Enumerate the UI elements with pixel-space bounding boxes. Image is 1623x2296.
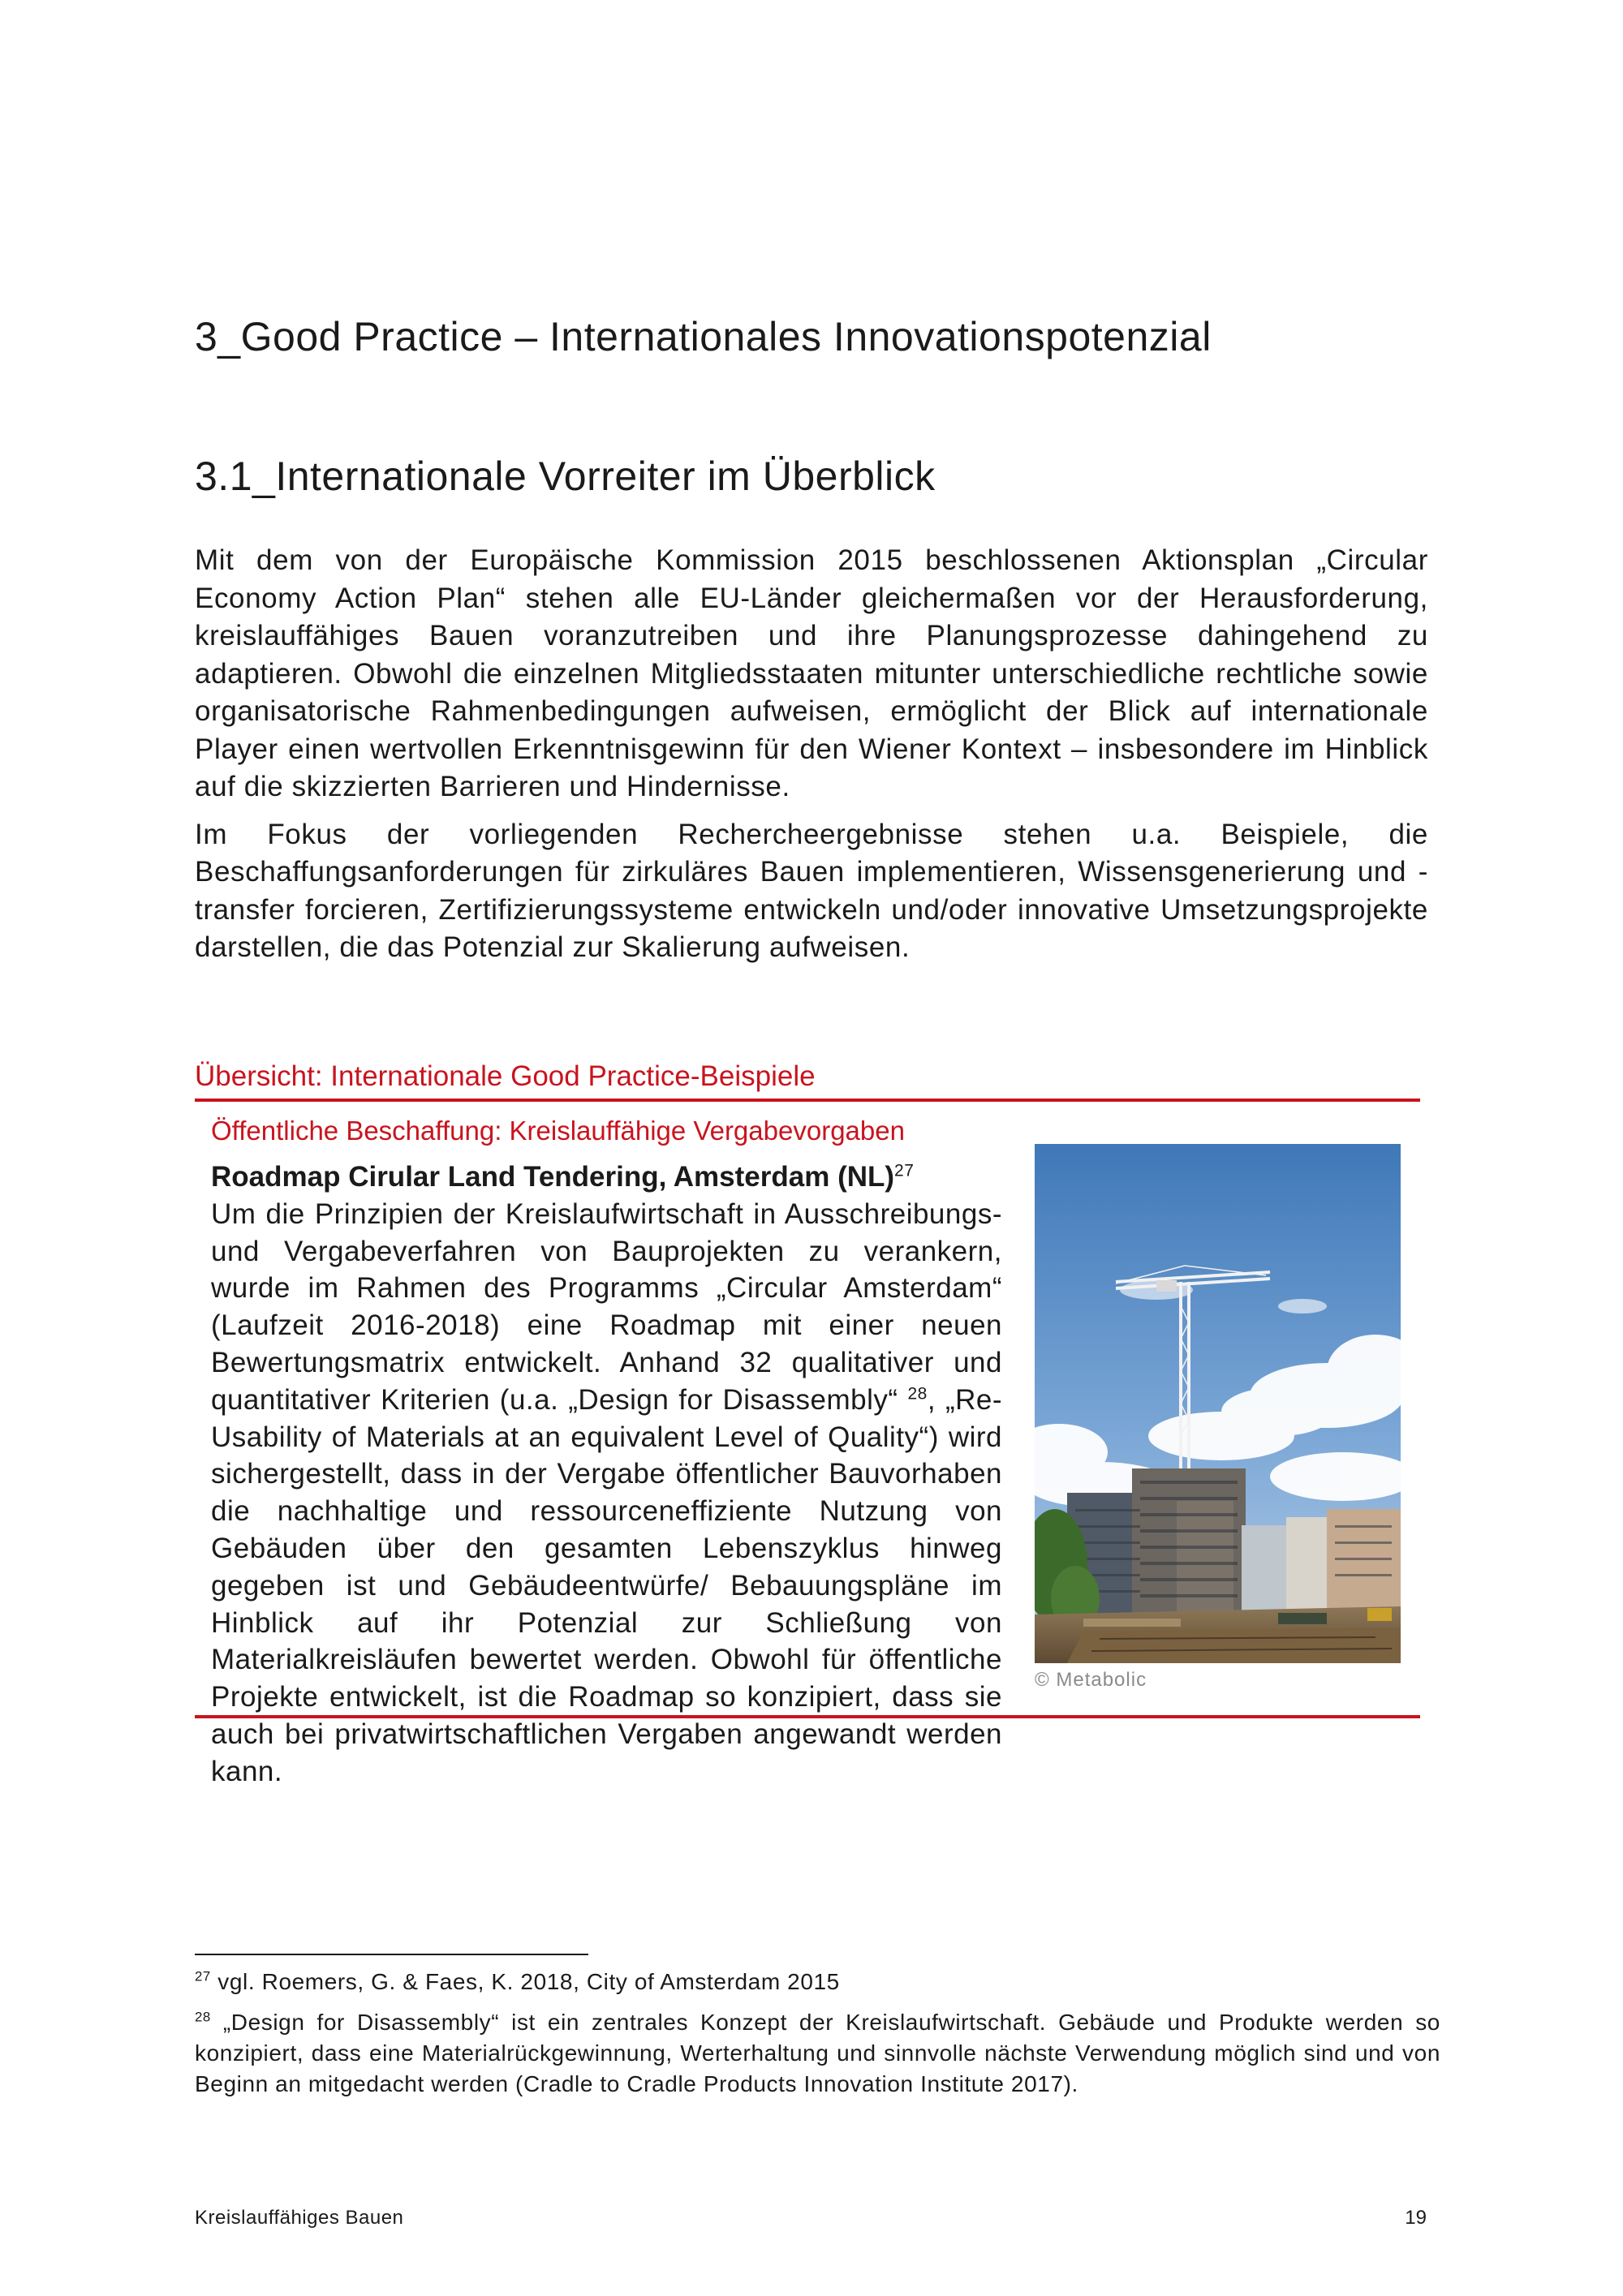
overview-box-title: Übersicht: Internationale Good Practice-Beispiele: [195, 1060, 816, 1092]
overview-bottom-rule: [195, 1715, 1420, 1718]
project-title: Roadmap Cirular Land Tendering, Amsterdam (NL): [211, 1161, 895, 1193]
footnote-number: 27: [195, 1968, 211, 1984]
footnote-27: [195, 1967, 1440, 1997]
project-description: [211, 1159, 1002, 1791]
project-text-part-1: Um die Prinzipien der Kreislaufwirtschaft in Ausschreibungs- und Vergabeverfahren von Bauprojekten zu verankern, wurde im Rahmen des Programms „Circular Amsterdam“ (Laufzeit 2016-2018) eine Roadmap mit einer neuen Bewertungsmatrix entwickelt. Anhand 32 qualitativer und quantitativer Kriterien (u.a. „Design for Disassembly“: [211, 1197, 1002, 1416]
chapter-heading: 3_Good Practice – Internationales Innovationspotenzial: [195, 314, 1212, 359]
construction-site-photo: [1035, 1144, 1401, 1663]
overview-top-rule: [195, 1099, 1420, 1102]
project-text-part-2: , „Re-Usability of Materials at an equivalent Level of Quality“) wird sichergestellt, dass in der Vergabe öffentlicher Bauvorhaben die nachhaltige und ressourceneffiziente Nutzung von Gebäuden über den gesamten Lebenszyklus hinweg gegeben ist und Gebäudeentwürfe/ Bebauungspläne im Hinblick auf ihr Potenzial zur Schließung von Materialkreisläufen bewertet werden. Obwohl für öffentliche Projekte entwickelt, ist die Roadmap so konzipiert, dass sie auch bei privatwirtschaftlichen Vergaben angewandt werden kann.: [211, 1383, 1002, 1787]
section-heading: 3.1_Internationale Vorreiter im Überblick: [195, 454, 936, 499]
footnote-28: [195, 2007, 1440, 2100]
footnote-ref-27[interactable]: 27: [894, 1161, 915, 1180]
intro-text: [195, 542, 1428, 977]
page-number: 19: [1405, 2207, 1427, 2229]
footer-document-title: Kreislauffähiges Bauen: [195, 2207, 404, 2229]
footnote-text: vgl. Roemers, G. & Faes, K. 2018, City of Amsterdam 2015: [217, 1969, 840, 1994]
intro-paragraph-2: Im Fokus der vorliegenden Rechercheergebnisse stehen u.a. Beispiele, die Beschaffungsanforderungen für zirkuläres Bauen implementieren, Wissensgenerierung und -transfer forcieren, Zertifizierungssysteme entwickeln und/oder innovative Umsetzungsprojekte darstellen, die das Potenzial zur Skalierung aufweisen.: [195, 818, 1428, 963]
intro-paragraph-1: Mit dem von der Europäische Kommission 2015 beschlossenen Aktionsplan „Circular Economy Action Plan“ stehen alle EU-Länder gleichermaßen vor der Herausforderung, kreislauffähiges Bauen voranzutreiben und ihre Planungsprozesse dahingehend zu adaptieren. Obwohl die einzelnen Mitgliedsstaaten mitunter unterschiedliche rechtliche sowie organisatorische Rahmenbedingungen aufweisen, ermöglicht der Blick auf internationale Player einen wertvollen Erkenntnisgewinn für den Wiener Kontext – insbesondere im Hinblick auf die skizzierten Barrieren und Hindernisse.: [195, 544, 1428, 802]
footnotes: [195, 1967, 1440, 2109]
footnote-separator: [195, 1954, 588, 1955]
footnote-number: 28: [195, 2009, 211, 2025]
photo-credit: © Metabolic: [1035, 1669, 1147, 1691]
footnote-text: „Design for Disassembly“ ist ein zentrales Konzept der Kreislaufwirtschaft. Gebäude und Produkte werden so konzipiert, dass eine Materialrückgewinnung, Werterhaltung und sinnvolle nächste Verwendung möglich sind und von Beginn an mitgedacht werden (Cradle to Cradle Products Innovation Institute 2017).: [195, 2010, 1440, 2096]
overview-category-title: Öffentliche Beschaffung: Kreislauffähige Vergabevorgaben: [211, 1116, 905, 1146]
footnote-ref-28[interactable]: 28: [907, 1384, 928, 1404]
